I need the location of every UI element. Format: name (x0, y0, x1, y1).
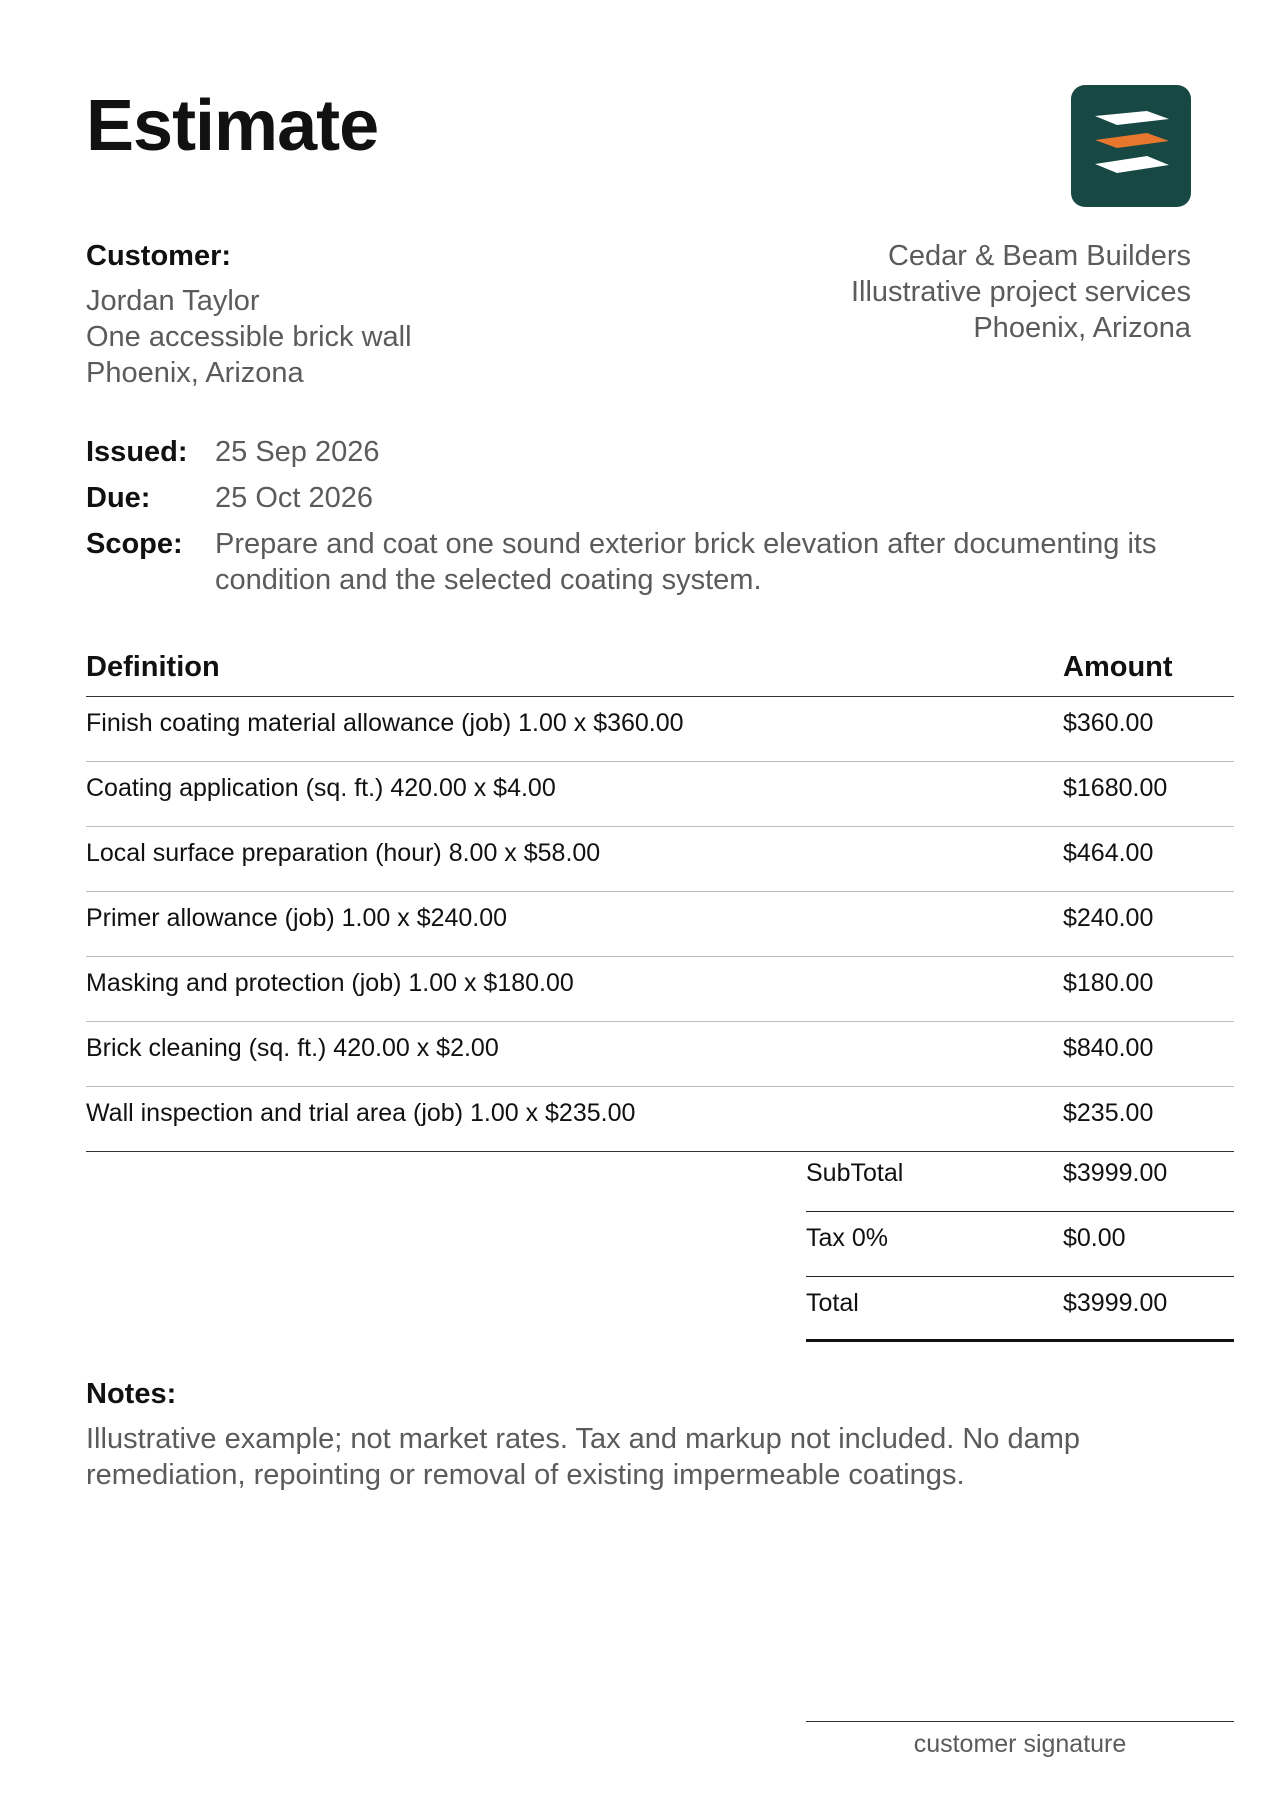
subtotal-row (806, 1147, 1234, 1212)
definition-header: Definition (86, 651, 220, 683)
item-definition: Masking and protection (job) 1.00 x $180.00 (86, 969, 574, 997)
total-row (806, 1277, 1234, 1342)
issued-label: Issued: (86, 436, 188, 468)
total-label: Total (806, 1289, 859, 1317)
item-definition: Local surface preparation (hour) 8.00 x $58.00 (86, 839, 601, 867)
item-amount: $240.00 (1063, 904, 1154, 932)
item-amount: $235.00 (1063, 1099, 1154, 1127)
company-logo (1071, 85, 1191, 207)
issued-date: 25 Sep 2026 (215, 436, 380, 468)
tax-label: Tax 0% (806, 1224, 888, 1252)
company-city: Phoenix, Arizona (973, 312, 1191, 344)
item-definition: Brick cleaning (sq. ft.) 420.00 x $2.00 (86, 1034, 499, 1062)
table-row (86, 892, 1234, 957)
table-row (86, 957, 1234, 1022)
item-definition: Coating application (sq. ft.) 420.00 x $4.00 (86, 774, 556, 802)
total-value: $3999.00 (1063, 1289, 1168, 1317)
item-amount: $360.00 (1063, 709, 1154, 737)
tax-value: $0.00 (1063, 1224, 1126, 1252)
subtotal-label: SubTotal (806, 1159, 904, 1187)
notes-label: Notes: (86, 1378, 177, 1410)
due-label: Due: (86, 482, 151, 514)
notes-text: Illustrative example; not market rates. Tax and markup not included. No damp remediation, repointing or removal of existing impermeable coatings. (86, 1423, 1081, 1491)
signature-line (806, 1721, 1234, 1722)
item-definition: Wall inspection and trial area (job) 1.00 x $235.00 (86, 1099, 636, 1127)
due-row (86, 480, 1236, 516)
customer-address-line: One accessible brick wall (86, 321, 412, 353)
table-header (86, 651, 1234, 697)
customer-block (86, 238, 412, 391)
customer-name: Jordan Taylor (86, 285, 260, 317)
item-amount: $840.00 (1063, 1034, 1154, 1062)
totals-block (806, 1147, 1234, 1342)
table-row (86, 1087, 1234, 1152)
due-date: 25 Oct 2026 (215, 482, 373, 514)
table-row (86, 762, 1234, 827)
signature-label: customer signature (913, 1730, 1127, 1758)
item-amount: $464.00 (1063, 839, 1154, 867)
table-row (86, 697, 1234, 762)
item-amount: $180.00 (1063, 969, 1154, 997)
customer-label: Customer: (86, 240, 232, 272)
table-row (86, 1022, 1234, 1087)
line-items-table (86, 651, 1234, 1152)
company-tagline: Illustrative project services (850, 276, 1191, 308)
item-definition: Primer allowance (job) 1.00 x $240.00 (86, 904, 508, 932)
issued-row (86, 434, 1236, 470)
estimate-meta (86, 434, 1236, 608)
tax-row (806, 1212, 1234, 1277)
item-amount: $1680.00 (1063, 774, 1168, 802)
scope-row (86, 526, 1236, 598)
scope-label: Scope: (86, 528, 183, 560)
notes-block (86, 1376, 1216, 1493)
company-name: Cedar & Beam Builders (887, 240, 1191, 272)
amount-header: Amount (1063, 651, 1173, 683)
company-block (851, 238, 1191, 346)
stacked-layers-icon (1071, 85, 1191, 207)
scope-text: Prepare and coat one sound exterior brick elevation after documenting its condition and the selected coating system. (215, 528, 1157, 596)
item-definition: Finish coating material allowance (job) 1.00 x $360.00 (86, 709, 684, 737)
page-title: Estimate (86, 86, 379, 166)
table-row (86, 827, 1234, 892)
customer-city: Phoenix, Arizona (86, 357, 304, 389)
subtotal-value: $3999.00 (1063, 1159, 1168, 1187)
